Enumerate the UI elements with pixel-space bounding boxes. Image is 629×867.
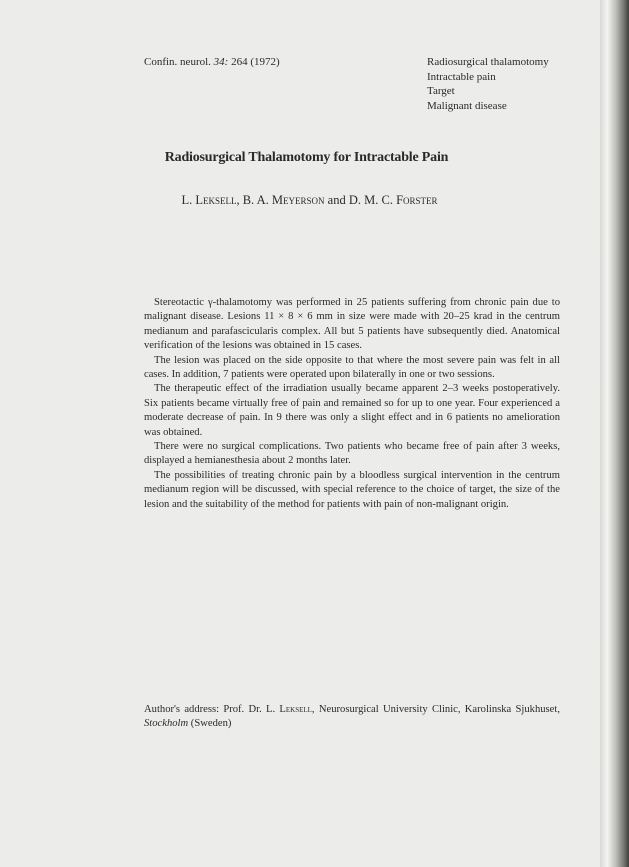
article-title-block — [0, 150, 629, 166]
author-1-name: Leksell, — [195, 193, 240, 207]
abstract — [144, 296, 560, 512]
author-2-initial: B. A. — [242, 193, 269, 207]
author-line — [0, 193, 629, 208]
journal-citation — [144, 55, 280, 69]
journal-name: Confin. neurol. — [144, 56, 211, 68]
author-3-initial: D. M. C. — [348, 193, 393, 207]
book-spine-shadow — [600, 0, 629, 867]
author-conjunction: and — [327, 193, 346, 207]
keyword-item: Radiosurgical thalamotomy — [427, 56, 549, 68]
abstract-paragraph: Stereotactic γ-thalamotomy was performed in 25 patients suffering from chronic pain due to malignant disease. Lesions 11 × 8 × 6 mm in size were made with 20–25 krad in the centrum medianum and parafascicularis complex. All but 5 patients have subsequently died. Anatomical verification of the lesions was obtained in 15 cases. — [144, 297, 560, 352]
journal-page-year: 264 (1972) — [231, 56, 280, 68]
address-country: (Sweden) — [190, 718, 232, 730]
abstract-paragraph: There were no surgical complications. Two patients who became free of pain after 3 weeks, displayed a hemianesthesia about 2 months later. — [144, 441, 560, 467]
author-1-initial: L. — [181, 193, 193, 207]
keyword-item: Malignant disease — [427, 99, 507, 112]
journal-volume: 34: — [213, 56, 229, 68]
address-prefix: Author's address: Prof. Dr. L. — [144, 704, 276, 715]
abstract-paragraph: The possibilities of treating chronic pain by a bloodless surgical intervention in the centrum medianum region will be discussed, with special reference to the choice of target, the size of the lesion and the suitability of the method for patients with pain of non-malignant origin. — [144, 469, 560, 510]
author-2-name: Meyerson — [271, 193, 325, 207]
keyword-item: Intractable pain — [427, 70, 496, 83]
address-institution: Neurosurgical University Clinic, Karolinska Sjukhuset, — [318, 704, 560, 715]
address-author-name: Leksell, — [279, 704, 315, 715]
keyword-item: Target — [427, 85, 455, 97]
address-city: Stockholm — [144, 718, 189, 730]
author-3-name: Forster — [396, 193, 438, 207]
keyword-list — [427, 55, 549, 113]
author-address — [144, 703, 560, 732]
abstract-paragraph: The lesion was placed on the side opposite to that where the most severe pain was felt in all cases. In addition, 7 patients were operated upon bilaterally in one or two sessions. — [144, 354, 560, 381]
article-title: Radiosurgical Thalamotomy for Intractable Pain — [164, 150, 449, 165]
abstract-paragraph: The therapeutic effect of the irradiation usually became apparent 2–3 weeks postoperatively. Six patients became virtually free of pain and remained so for up to one year. Four experienced a moderate decrease of pain. In 9 there was only a slight effect and in 6 patients no amelioration was obtained. — [144, 383, 560, 438]
